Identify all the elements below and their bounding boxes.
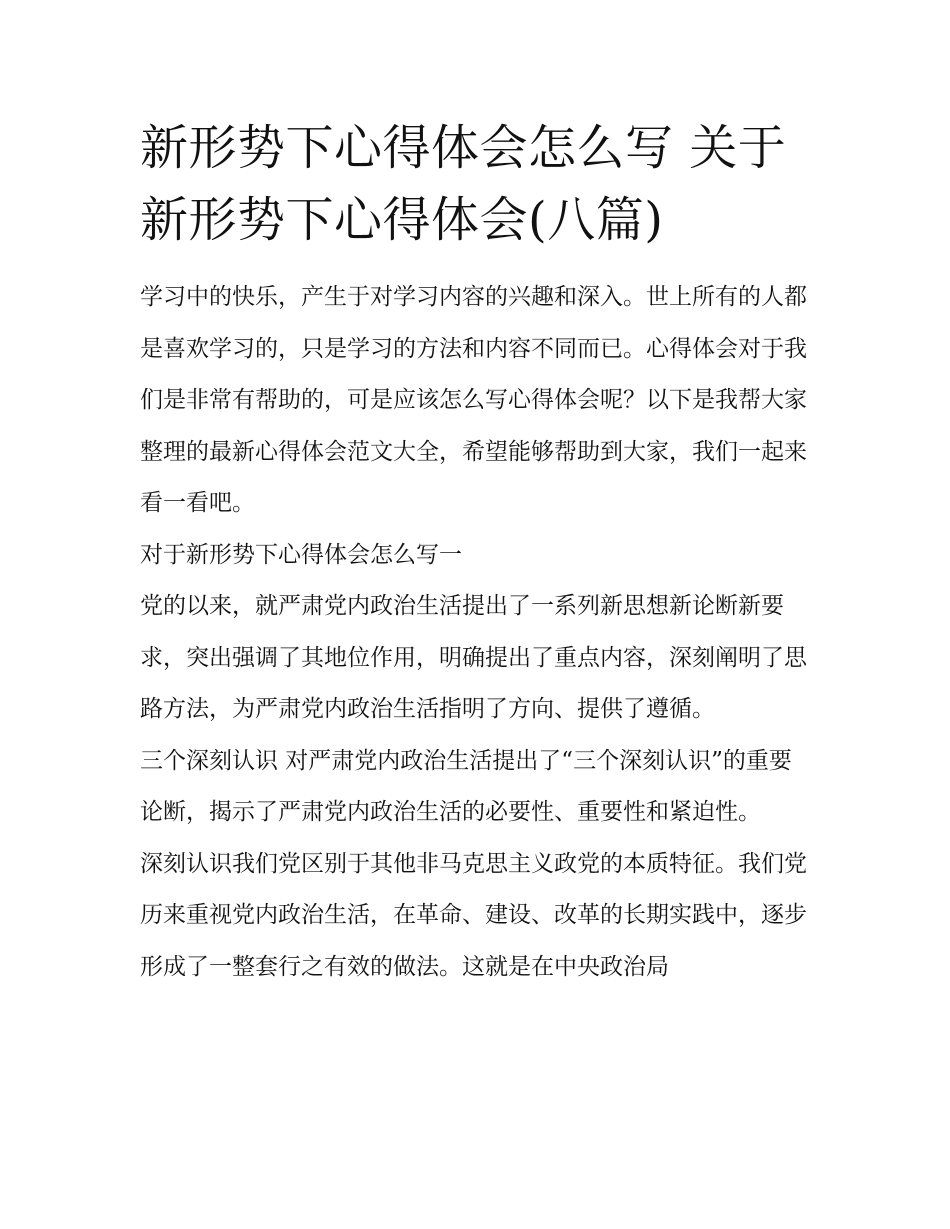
document-body — [140, 272, 812, 993]
title-line-2: 新形势下心得体会(八篇) — [140, 192, 664, 248]
body-paragraph: 三个深刻认识 对严肃党内政治生活提出了“三个深刻认识”的重要论断，揭示了严肃党内政治生活的必要性、重要性和紧迫性。 — [140, 747, 792, 825]
body-paragraph: 党的以来，就严肃党内政治生活提出了一系列新思想新论断新要求，突出强调了其地位作用，明确提出了重点内容，深刻阐明了思路方法，为严肃党内政治生活指明了方向、提供了遵循。 — [140, 593, 807, 722]
document-title — [140, 112, 812, 256]
document-page — [140, 112, 812, 993]
body-paragraph: 深刻认识我们党区别于其他非马克思主义政党的本质特征。我们党历来重视党内政治生活，在革命、建设、改革的长期实践中，逐步形成了一整套行之有效的做法。这就是在中央政治局 — [140, 850, 807, 980]
title-line-1: 新形势下心得体会怎么写 关于 — [140, 120, 787, 176]
section-heading: 对于新形势下心得体会怎么写一 — [140, 541, 462, 568]
intro-paragraph: 学习中的快乐，产生于对学习内容的兴趣和深入。世上所有的人都是喜欢学习的，只是学习的方法和内容不同而已。心得体会对于我们是非常有帮助的，可是应该怎么写心得体会呢？以下是我帮大家整理的最新心得体会范文大全，希望能够帮助到大家，我们一起来看一看吧。 — [140, 284, 807, 516]
